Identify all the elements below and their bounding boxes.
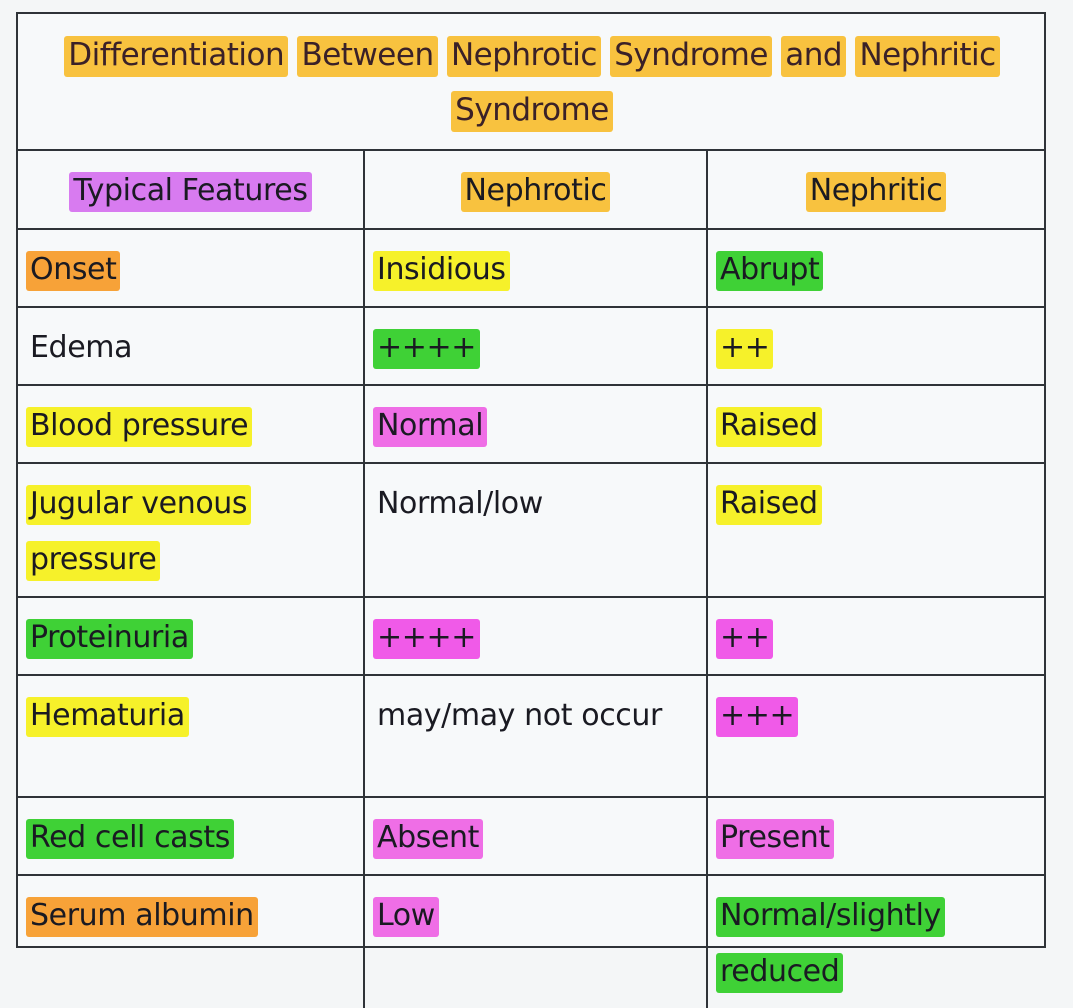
nephrotic-cell: [364, 875, 707, 1008]
title-word: Syndrome: [610, 36, 772, 77]
nephrotic-cell: [364, 229, 707, 307]
feature-label: Hematuria: [26, 697, 189, 737]
feature-label: Onset: [26, 251, 120, 291]
title-word: and: [781, 36, 846, 77]
nephritic-cell: [707, 307, 1044, 385]
nephrotic-value: may/may not occur: [377, 698, 662, 733]
feature-label: Blood pressure: [26, 407, 252, 447]
feature-cell: [18, 675, 364, 797]
nephritic-value: +++: [716, 697, 798, 737]
table-header-row: [18, 151, 1044, 229]
nephrotic-cell: [364, 675, 707, 797]
feature-label: Jugular venous pressure: [26, 485, 251, 581]
table-row: [18, 229, 1044, 307]
feature-cell: [18, 229, 364, 307]
comparison-table: [18, 151, 1044, 1008]
feature-cell: [18, 307, 364, 385]
title-word: Between: [297, 36, 437, 77]
header-cell-nephrotic: [364, 151, 707, 229]
nephrotic-value: ++++: [373, 329, 480, 369]
nephrotic-cell: [364, 307, 707, 385]
nephritic-cell: [707, 229, 1044, 307]
header-label: Nephrotic: [461, 172, 611, 212]
nephritic-value: Present: [716, 819, 834, 859]
table-row: [18, 385, 1044, 463]
nephrotic-value: Normal/low: [377, 486, 543, 521]
nephrotic-cell: [364, 385, 707, 463]
nephritic-value: Raised: [716, 407, 822, 447]
nephritic-cell: [707, 597, 1044, 675]
feature-cell: [18, 875, 364, 1008]
nephritic-value: ++: [716, 619, 773, 659]
nephrotic-value: ++++: [373, 619, 480, 659]
header-label: Typical Features: [69, 172, 311, 212]
header-cell-nephritic: [707, 151, 1044, 229]
nephrotic-value: Absent: [373, 819, 483, 859]
title-word: Syndrome: [451, 91, 613, 132]
title-word: Differentiation: [64, 36, 288, 77]
nephrotic-cell: [364, 463, 707, 597]
feature-cell: [18, 385, 364, 463]
nephritic-value: ++: [716, 329, 773, 369]
nephritic-cell: [707, 797, 1044, 875]
table-row: [18, 675, 1044, 797]
nephrotic-value: Low: [373, 897, 439, 937]
table-row: [18, 463, 1044, 597]
nephritic-value: Abrupt: [716, 251, 823, 291]
nephritic-cell: [707, 875, 1044, 1008]
feature-label: Red cell casts: [26, 819, 234, 859]
feature-label: Serum albumin: [26, 897, 258, 937]
table-row: [18, 307, 1044, 385]
header-cell-feature: [18, 151, 364, 229]
page-title: [18, 14, 1044, 151]
nephritic-cell: [707, 463, 1044, 597]
title-word: Nephritic: [855, 36, 999, 77]
table-row: [18, 597, 1044, 675]
nephritic-cell: [707, 385, 1044, 463]
nephritic-value: Normal/slightly reduced: [716, 897, 945, 993]
feature-label: Proteinuria: [26, 619, 193, 659]
table-row: [18, 797, 1044, 875]
feature-cell: [18, 597, 364, 675]
nephrotic-value: Normal: [373, 407, 487, 447]
table-row: [18, 875, 1044, 1008]
nephrotic-value: Insidious: [373, 251, 510, 291]
nephritic-cell: [707, 675, 1044, 797]
nephrotic-cell: [364, 797, 707, 875]
header-label: Nephritic: [806, 172, 947, 212]
nephritic-value: Raised: [716, 485, 822, 525]
feature-cell: [18, 797, 364, 875]
feature-label: Edema: [30, 330, 133, 365]
feature-cell: [18, 463, 364, 597]
title-word: Nephrotic: [447, 36, 601, 77]
notes-sheet: [16, 12, 1046, 989]
nephrotic-cell: [364, 597, 707, 675]
